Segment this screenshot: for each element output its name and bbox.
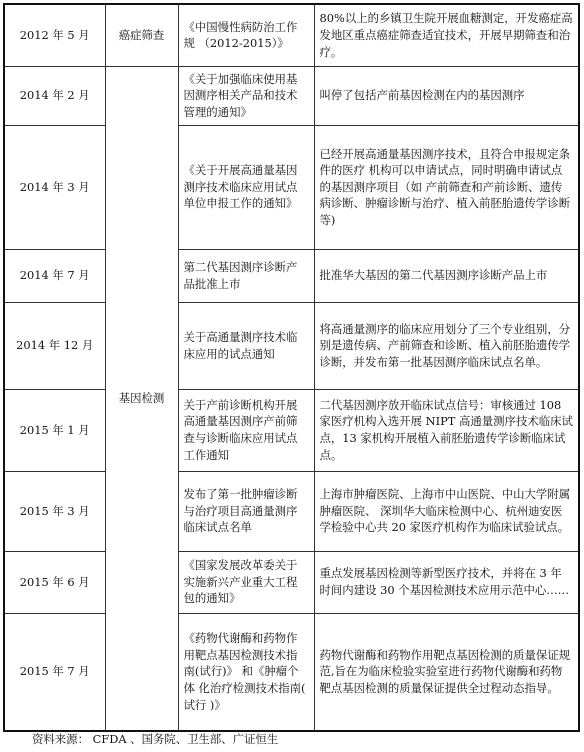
policy-name-cell: 关于高通量测序技术临床应用的试点通知 — [178, 302, 314, 389]
policy-content-cell: 二代基因测序放开临床试点信号：审核通过 108 家医疗机构入选开展 NIPT 高通量测序技术临床试点，13 家机构开展植入前胚胎遗传学诊断临床试点。 — [314, 389, 579, 471]
category-cell: 基因检测 — [105, 66, 178, 731]
policy-content-cell: 叫停了包括产前基因检测在内的基因测序 — [314, 66, 579, 125]
date-cell: 2014 年 7 月 — [4, 249, 105, 302]
policy-content-cell: 批准华大基因的第二代基因测序诊断产品上市 — [314, 249, 579, 302]
date-cell: 2014 年 3 月 — [4, 125, 105, 249]
policy-content-cell: 重点发展基因检测等新型医疗技术，并将在 3 年时间内建设 30 个基因检测技术应用示范中心…… — [314, 551, 579, 613]
table-row — [4, 249, 579, 302]
policy-content-cell: 已经开展高通量基因测序技术，且符合申报规定条件的医疗 机构可以申请试点，同时明确申请试点的基因测序项目（如 产前筛查和产前诊断、遗传病诊断、肿瘤诊断与治疗、植入前胚胎遗传学诊断等) — [314, 125, 579, 249]
policy-name-cell: 《关于加强临床使用基因测序相关产品和技术管理的通知》 — [178, 66, 314, 125]
date-cell: 2015 年 3 月 — [4, 471, 105, 551]
category-cell: 癌症筛查 — [105, 4, 178, 66]
date-cell: 2014 年 12 月 — [4, 302, 105, 389]
policy-name-cell: 第二代基因测序诊断产品批准上市 — [178, 249, 314, 302]
date-cell: 2012 年 5 月 — [4, 4, 105, 66]
policy-name-cell: 《国家发展改革委关于实施新兴产业重大工程包的通知》 — [178, 551, 314, 613]
policy-content-cell: 上海市肿瘤医院、上海市中山医院、中山大学附属肿瘤医院、 深圳华大临床检测中心、杭州迪安医学检验中心共 20 家医疗机构作为临床试验试点。 — [314, 471, 579, 551]
table-row — [4, 66, 579, 125]
table-row — [4, 389, 579, 471]
date-cell: 2014 年 2 月 — [4, 66, 105, 125]
policy-name-cell: 发布了第一批肿瘤诊断与治疗项目高通量测序临床试点名单 — [178, 471, 314, 551]
policy-content-cell: 将高通量测序的临床应用划分了三个专业组别，分别是遗传病、产前筛查和诊断、植入前胚胎遗传学诊断，并发布第一批基因测序临床试点名单。 — [314, 302, 579, 389]
table-row — [4, 4, 579, 66]
policy-name-cell: 《药物代谢酶和药物作用靶点基因检测技术指南(试行)》 和《肿瘤个体 化治疗检测技术指南( 试行 )》 — [178, 613, 314, 731]
table-row — [4, 551, 579, 613]
table-row — [4, 471, 579, 551]
policy-name-cell: 《关于开展高通量基因测序技术临床应用试点单位申报工作的通知》 — [178, 125, 314, 249]
table-row — [4, 302, 579, 389]
source-note: 资料来源： CFDA 、国务院、卫生部、广证恒生 — [32, 732, 279, 746]
date-cell: 2015 年 6 月 — [4, 551, 105, 613]
policy-content-cell: 药物代谢酶和药物作用靶点基因检测的质量保证规范,旨在为临床检验实验室进行药物代谢酶和药物靶点基因检测的质量保证提供全过程动态指导。 — [314, 613, 579, 731]
policy-name-cell: 《中国慢性病防治工作规 （2012-2015）》 — [178, 4, 314, 66]
table-row — [4, 613, 579, 731]
policy-content-cell: 80%以上的乡镇卫生院开展血糖测定，开发癌症高发地区重点癌症筛查适宜技术，开展早期筛查和治疗。 — [314, 4, 579, 66]
date-cell: 2015 年 7 月 — [4, 613, 105, 731]
policy-name-cell: 关于产前诊断机构开展高通量基因测序产前筛查与诊断临床应用试点 工作通知 — [178, 389, 314, 471]
policy-table — [3, 3, 580, 732]
date-cell: 2015 年 1 月 — [4, 389, 105, 471]
table-row — [4, 125, 579, 249]
